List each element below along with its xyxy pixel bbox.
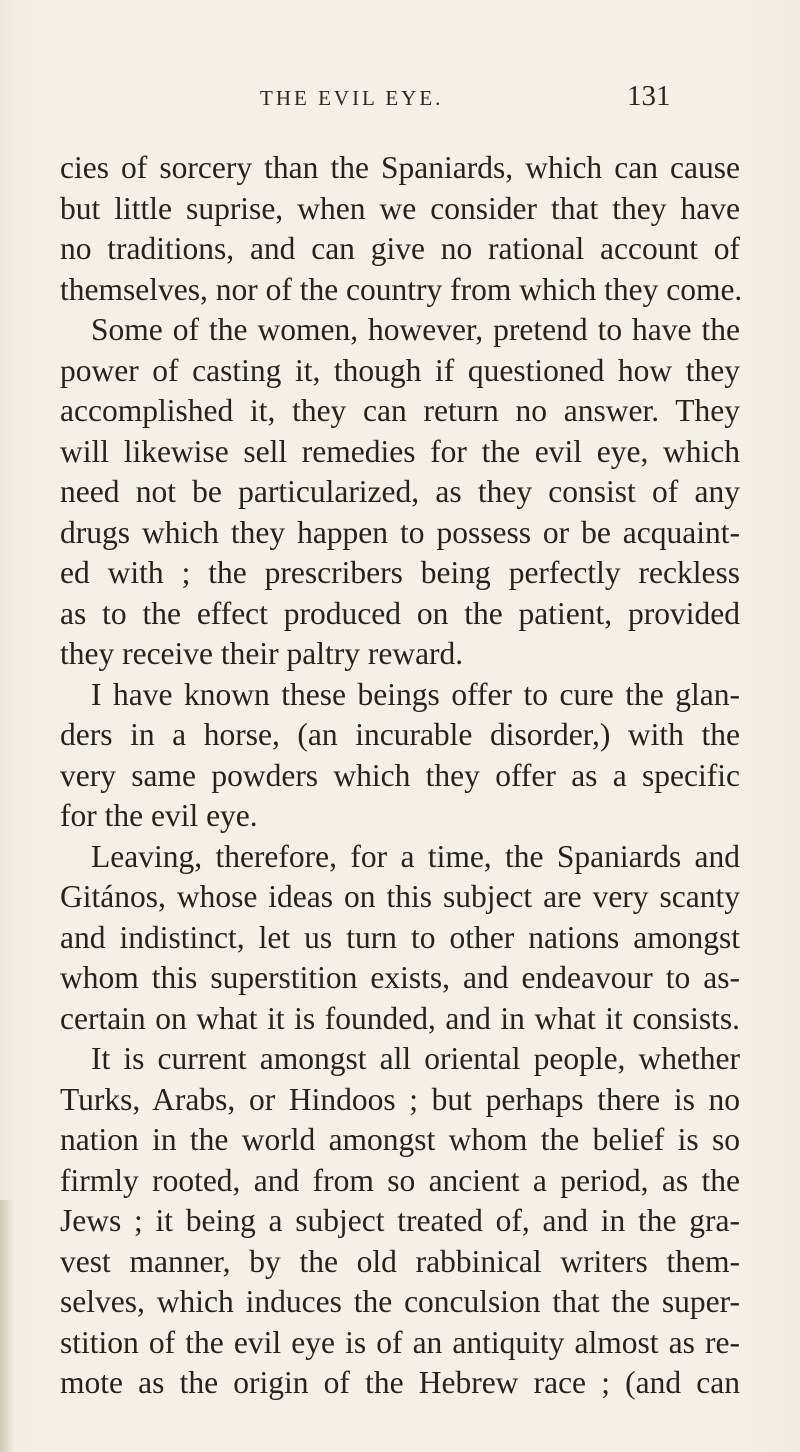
text-line: selves, which induces the conculsion that the super- bbox=[60, 1284, 740, 1319]
text-line: Gitános, whose ideas on this subject are very scanty bbox=[60, 879, 740, 914]
text-line: firmly rooted, and from so ancient a period, as the bbox=[60, 1162, 740, 1198]
text-line: Some of the women, however, pretend to have the bbox=[91, 312, 740, 347]
text-line: cies of sorcery than the Spaniards, which can cause bbox=[60, 150, 740, 185]
text-line: nation in the world amongst whom the belief is so bbox=[60, 1122, 740, 1157]
text-line: stition of the evil eye is of an antiquity almost as re- bbox=[60, 1324, 740, 1360]
running-head: THE EVIL EYE. bbox=[260, 86, 444, 110]
text-line: ed with ; the prescribers being perfectly reckless bbox=[60, 555, 740, 590]
text-line: I have known these beings offer to cure the glan- bbox=[91, 676, 740, 712]
text-line: mote as the origin of the Hebrew race ; (and can bbox=[60, 1365, 740, 1400]
text-line: vest manner, by the old rabbinical writers them- bbox=[60, 1243, 740, 1279]
text-line: no traditions, and can give no rational account of bbox=[60, 231, 740, 266]
text-line: for the evil eye. bbox=[60, 798, 258, 833]
text-line: as to the effect produced on the patient, provided bbox=[60, 595, 740, 631]
text-line: will likewise sell remedies for the evil eye, which bbox=[60, 433, 740, 469]
text-line: Leaving, therefore, for a time, the Spaniards and bbox=[91, 838, 740, 874]
page-edge-shadow bbox=[0, 1200, 14, 1452]
text-line: whom this superstition exists, and endeavour to as- bbox=[60, 960, 740, 995]
text-line: certain on what it is founded, and in what it consists. bbox=[60, 1000, 740, 1036]
text-line: power of casting it, though if questioned how they bbox=[60, 352, 740, 388]
page-number: 131 bbox=[627, 80, 671, 112]
text-line: very same powders which they offer as a specific bbox=[60, 757, 740, 793]
body-text bbox=[60, 148, 743, 1404]
text-line: but little suprise, when we consider that they have bbox=[60, 190, 740, 226]
text-line: Jews ; it being a subject treated of, and in the gra- bbox=[60, 1203, 740, 1238]
text-line: ders in a horse, (an incurable disorder,) with the bbox=[60, 717, 740, 752]
text-line: they receive their paltry reward. bbox=[60, 636, 464, 671]
text-line: themselves, nor of the country from which they come. bbox=[60, 271, 743, 307]
text-line: Turks, Arabs, or Hindoos ; but perhaps there is no bbox=[60, 1081, 740, 1117]
text-line: drugs which they happen to possess or be acquaint- bbox=[60, 514, 740, 550]
text-line: It is current amongst all oriental people, whether bbox=[91, 1041, 740, 1076]
text-line: need not be particularized, as they consist of any bbox=[60, 474, 740, 509]
text-line: and indistinct, let us turn to other nations amongst bbox=[60, 919, 740, 955]
text-line: accomplished it, they can return no answer. They bbox=[60, 393, 740, 428]
